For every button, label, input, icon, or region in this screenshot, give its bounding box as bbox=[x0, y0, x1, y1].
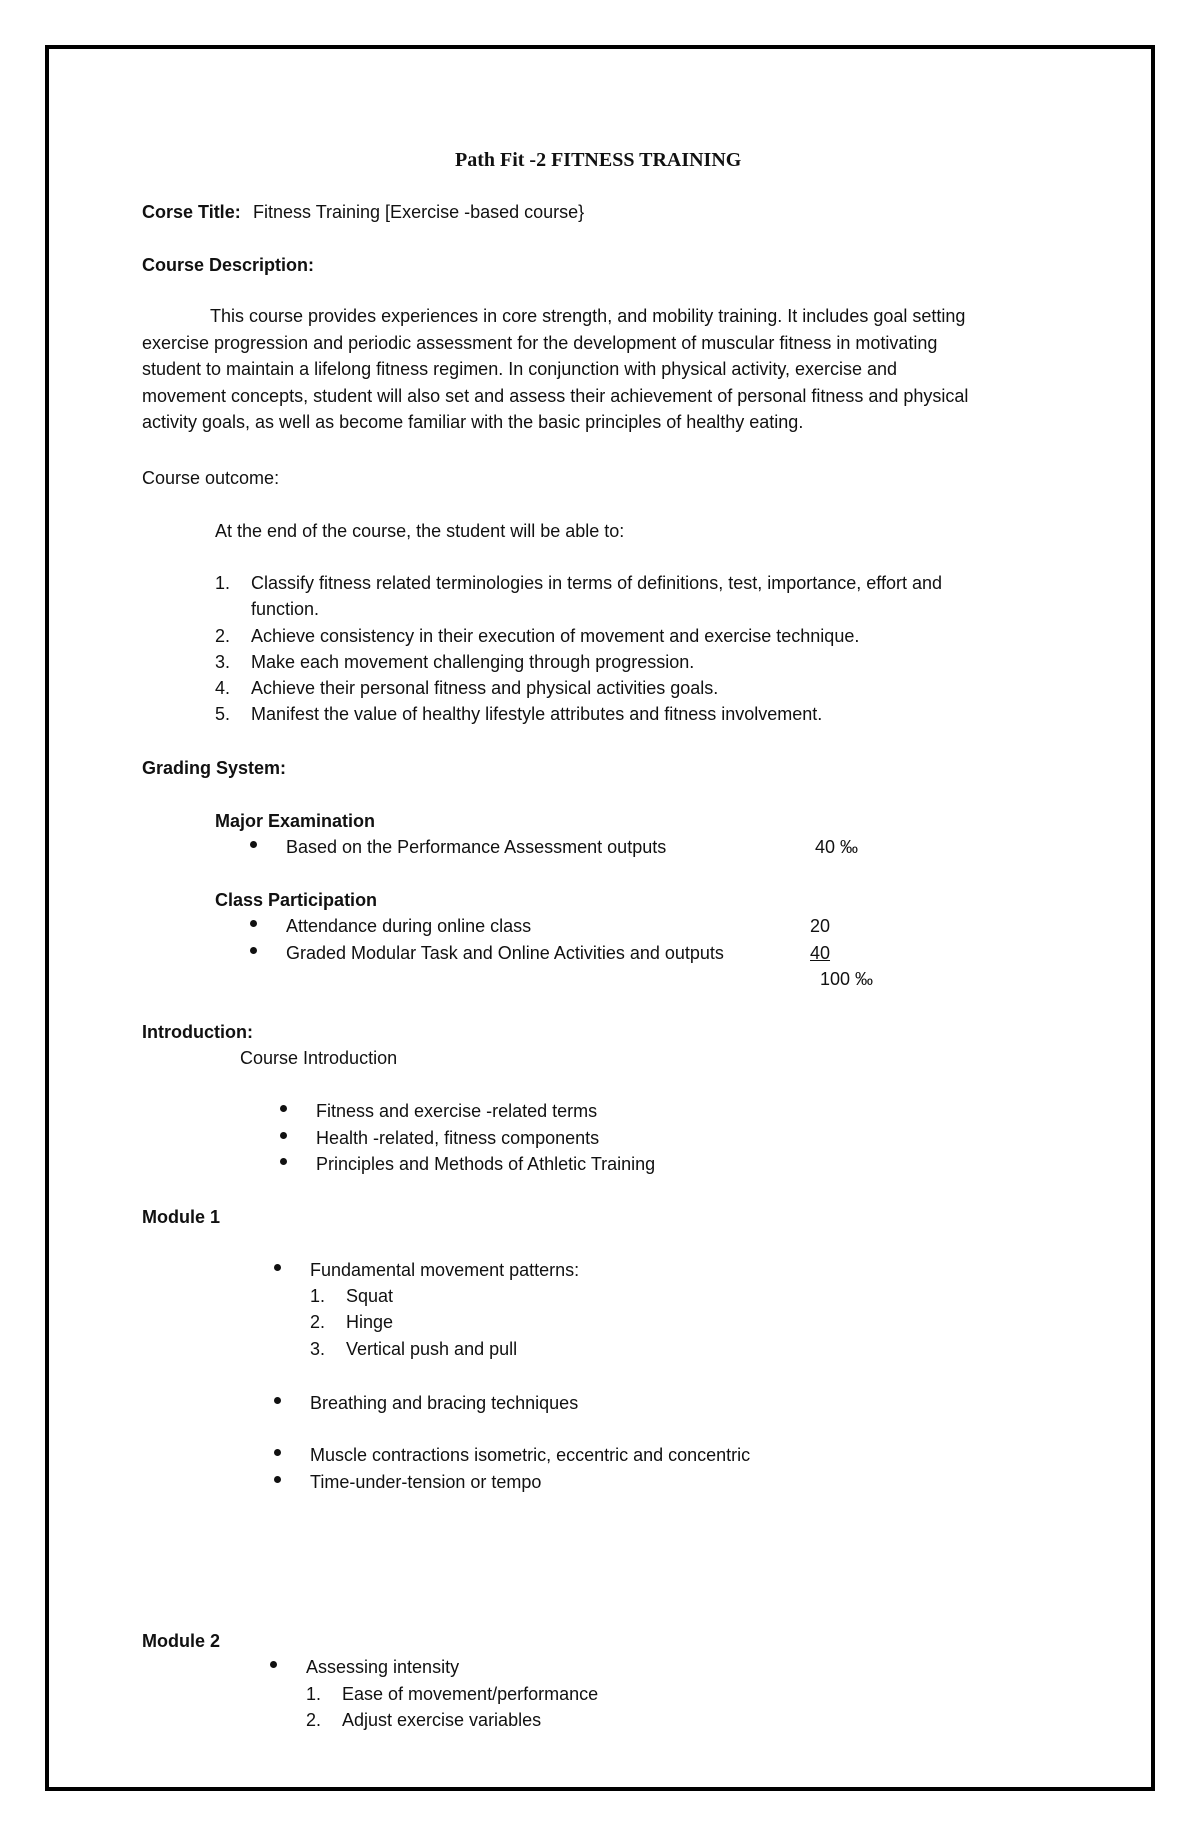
outcome-number: 1. bbox=[215, 573, 231, 593]
pattern-number: 2. bbox=[310, 1312, 326, 1332]
description-line: movement concepts, student will also set and assess their achievement of personal fitness and physical bbox=[142, 385, 969, 406]
introduction-item: Fitness and exercise -related terms bbox=[316, 1101, 598, 1121]
pattern-item: Squat bbox=[346, 1286, 394, 1306]
module-1-item: Breathing and bracing techniques bbox=[310, 1393, 579, 1413]
grading-item-text: Based on the Performance Assessment outputs bbox=[286, 837, 667, 857]
grading-item-text: Attendance during online class bbox=[286, 916, 532, 936]
bullet-icon bbox=[270, 1661, 277, 1668]
pattern-item: Hinge bbox=[346, 1312, 394, 1332]
bullet-icon bbox=[280, 1158, 287, 1165]
bullet-icon bbox=[274, 1397, 281, 1404]
bullet-icon bbox=[250, 920, 257, 927]
page-title: Path Fit -2 FITNESS TRAINING bbox=[455, 149, 742, 171]
grading-system-label: Grading System: bbox=[142, 758, 287, 778]
grading-item-value: 40 bbox=[810, 943, 831, 963]
module-1-item: Muscle contractions isometric, eccentric and concentric bbox=[310, 1445, 751, 1465]
module-1-item: Fundamental movement patterns: bbox=[310, 1260, 580, 1280]
module-2-item: Assessing intensity bbox=[306, 1657, 460, 1677]
description-line: This course provides experiences in core strength, and mobility training. It includes goal setting bbox=[210, 306, 966, 326]
course-outcome-intro: At the end of the course, the student will be able to: bbox=[215, 521, 625, 541]
pattern-number: 1. bbox=[310, 1286, 326, 1306]
course-outcome-label: Course outcome: bbox=[142, 468, 280, 488]
pattern-number: 3. bbox=[310, 1339, 326, 1359]
bullet-icon bbox=[274, 1264, 281, 1271]
bullet-icon bbox=[280, 1132, 287, 1139]
course-description-label: Course Description: bbox=[142, 255, 315, 275]
major-examination-heading: Major Examination bbox=[215, 811, 376, 831]
course-description-text bbox=[142, 303, 1052, 436]
outcome-item: Achieve their personal fitness and physical activities goals. bbox=[251, 678, 719, 698]
grading-item-value: 40 ‰ bbox=[815, 837, 859, 857]
outcome-item: Classify fitness related terminologies in terms of definitions, test, importance, effort and bbox=[251, 573, 942, 593]
bullet-icon bbox=[250, 947, 257, 954]
module-1-item: Time-under-tension or tempo bbox=[310, 1472, 542, 1492]
outcome-number: 5. bbox=[215, 704, 231, 724]
outcome-number: 2. bbox=[215, 626, 231, 646]
course-title-label: Corse Title: bbox=[142, 202, 241, 222]
outcome-item: Make each movement challenging through progression. bbox=[251, 652, 695, 672]
outcome-item-continued: function. bbox=[251, 599, 320, 619]
bullet-icon bbox=[274, 1476, 281, 1483]
pattern-item: Vertical push and pull bbox=[346, 1339, 518, 1359]
course-title-value: Fitness Training [Exercise -based course} bbox=[253, 202, 585, 222]
intensity-item: Ease of movement/performance bbox=[342, 1684, 599, 1704]
description-line: exercise progression and periodic assessment for the development of muscular fitness in motivating bbox=[142, 332, 938, 353]
intensity-number: 2. bbox=[306, 1710, 322, 1730]
description-line: activity goals, as well as become familiar with the basic principles of healthy eating. bbox=[142, 412, 804, 432]
grading-item-value: 20 bbox=[810, 916, 831, 936]
outcome-item: Achieve consistency in their execution of movement and exercise technique. bbox=[251, 626, 860, 646]
introduction-item: Health -related, fitness components bbox=[316, 1128, 600, 1148]
intensity-number: 1. bbox=[306, 1684, 322, 1704]
grading-total: 100 ‰ bbox=[820, 969, 874, 989]
intensity-item: Adjust exercise variables bbox=[342, 1710, 542, 1730]
module-1-label: Module 1 bbox=[142, 1207, 221, 1227]
description-line: student to maintain a lifelong fitness regimen. In conjunction with physical activity, exercise and bbox=[142, 359, 898, 379]
introduction-item: Principles and Methods of Athletic Training bbox=[316, 1154, 656, 1174]
module-2-label: Module 2 bbox=[142, 1631, 221, 1651]
outcome-number: 4. bbox=[215, 678, 231, 698]
outcome-item: Manifest the value of healthy lifestyle attributes and fitness involvement. bbox=[251, 704, 823, 724]
introduction-label: Introduction: bbox=[142, 1022, 253, 1042]
grading-item-text: Graded Modular Task and Online Activities and outputs bbox=[286, 943, 724, 963]
bullet-icon bbox=[280, 1105, 287, 1112]
outcome-number: 3. bbox=[215, 652, 231, 672]
bullet-icon bbox=[250, 841, 257, 848]
bullet-icon bbox=[274, 1449, 281, 1456]
class-participation-heading: Class Participation bbox=[215, 890, 378, 910]
course-introduction: Course Introduction bbox=[240, 1048, 398, 1068]
